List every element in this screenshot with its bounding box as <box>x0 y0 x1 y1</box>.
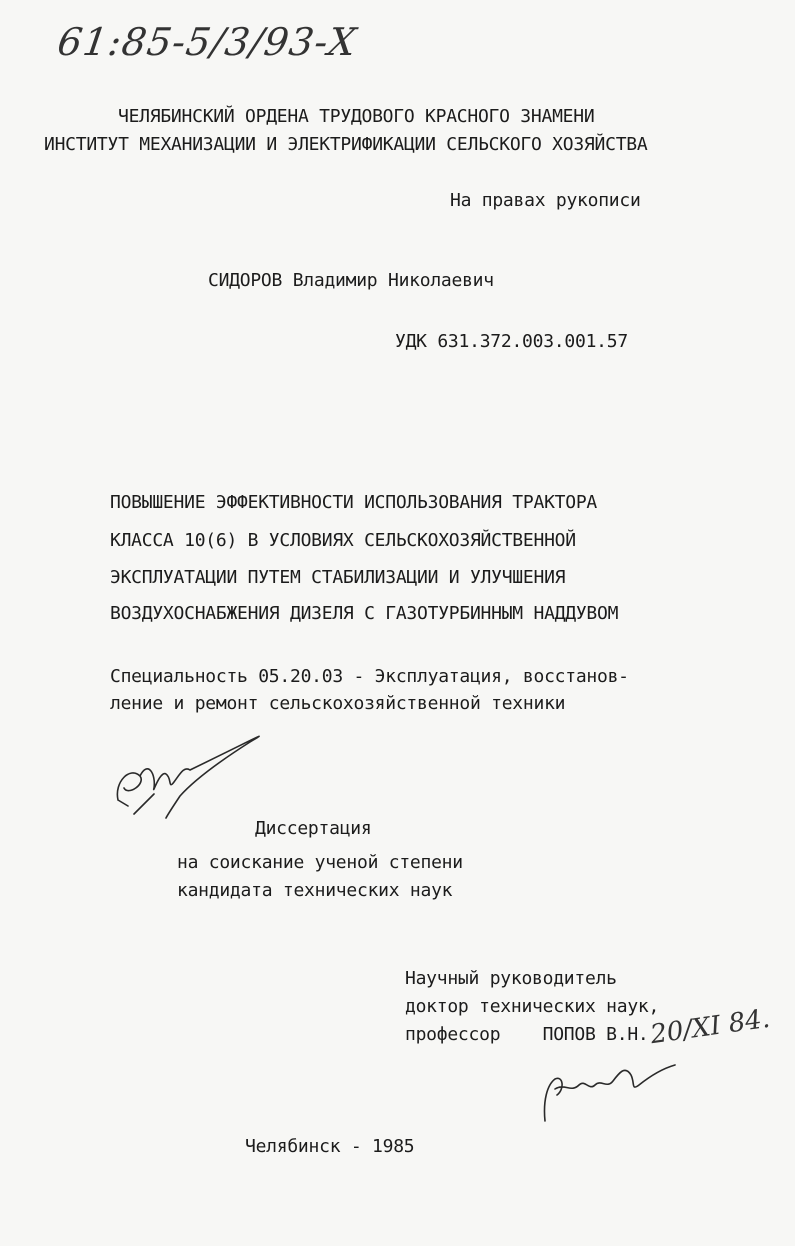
supervisor-degree: доктор технических наук, <box>405 996 660 1017</box>
dissertation-label: Диссертация <box>255 818 372 839</box>
author-name: СИДОРОВ Владимир Николаевич <box>208 270 494 291</box>
handwritten-date: 20/XI 84. <box>648 1003 772 1051</box>
dissertation-degree-line-1: на соискание ученой степени <box>177 852 463 873</box>
title-line-1: ПОВЫШЕНИЕ ЭФФЕКТИВНОСТИ ИСПОЛЬЗОВАНИЯ ТРАКТОРА <box>110 492 597 513</box>
city-year: Челябинск - 1985 <box>245 1136 415 1157</box>
supervisor-name: профессор ПОПОВ В.Н. <box>405 1024 649 1045</box>
title-line-4: ВОЗДУХОСНАБЖЕНИЯ ДИЗЕЛЯ С ГАЗОТУРБИННЫМ НАДДУВОМ <box>110 603 619 624</box>
udc-code: УДК 631.372.003.001.57 <box>395 331 628 352</box>
title-line-2: КЛАССА 10(6) В УСЛОВИЯХ СЕЛЬСКОХОЗЯЙСТВЕННОЙ <box>110 530 576 551</box>
supervisor-signature <box>535 1045 685 1125</box>
institution-line-2: ИНСТИТУТ МЕХАНИЗАЦИИ И ЭЛЕКТРИФИКАЦИИ СЕЛЬСКОГО ХОЗЯЙСТВА <box>44 134 648 155</box>
institution-line-1: ЧЕЛЯБИНСКИЙ ОРДЕНА ТРУДОВОГО КРАСНОГО ЗНАМЕНИ <box>118 106 595 127</box>
archive-mark: 61:85-5/3/93-Х <box>54 20 360 64</box>
specialty-line-1: Специальность 05.20.03 - Эксплуатация, восстанов- <box>110 666 629 687</box>
supervisor-label: Научный руководитель <box>405 968 617 989</box>
rights-note: На правах рукописи <box>450 190 641 211</box>
title-line-3: ЭКСПЛУАТАЦИИ ПУТЕМ СТАБИЛИЗАЦИИ И УЛУЧШЕНИЯ <box>110 567 566 588</box>
specialty-line-2: ление и ремонт сельскохозяйственной техники <box>110 693 566 714</box>
author-signature <box>110 730 270 820</box>
dissertation-degree-line-2: кандидата технических наук <box>177 880 453 901</box>
